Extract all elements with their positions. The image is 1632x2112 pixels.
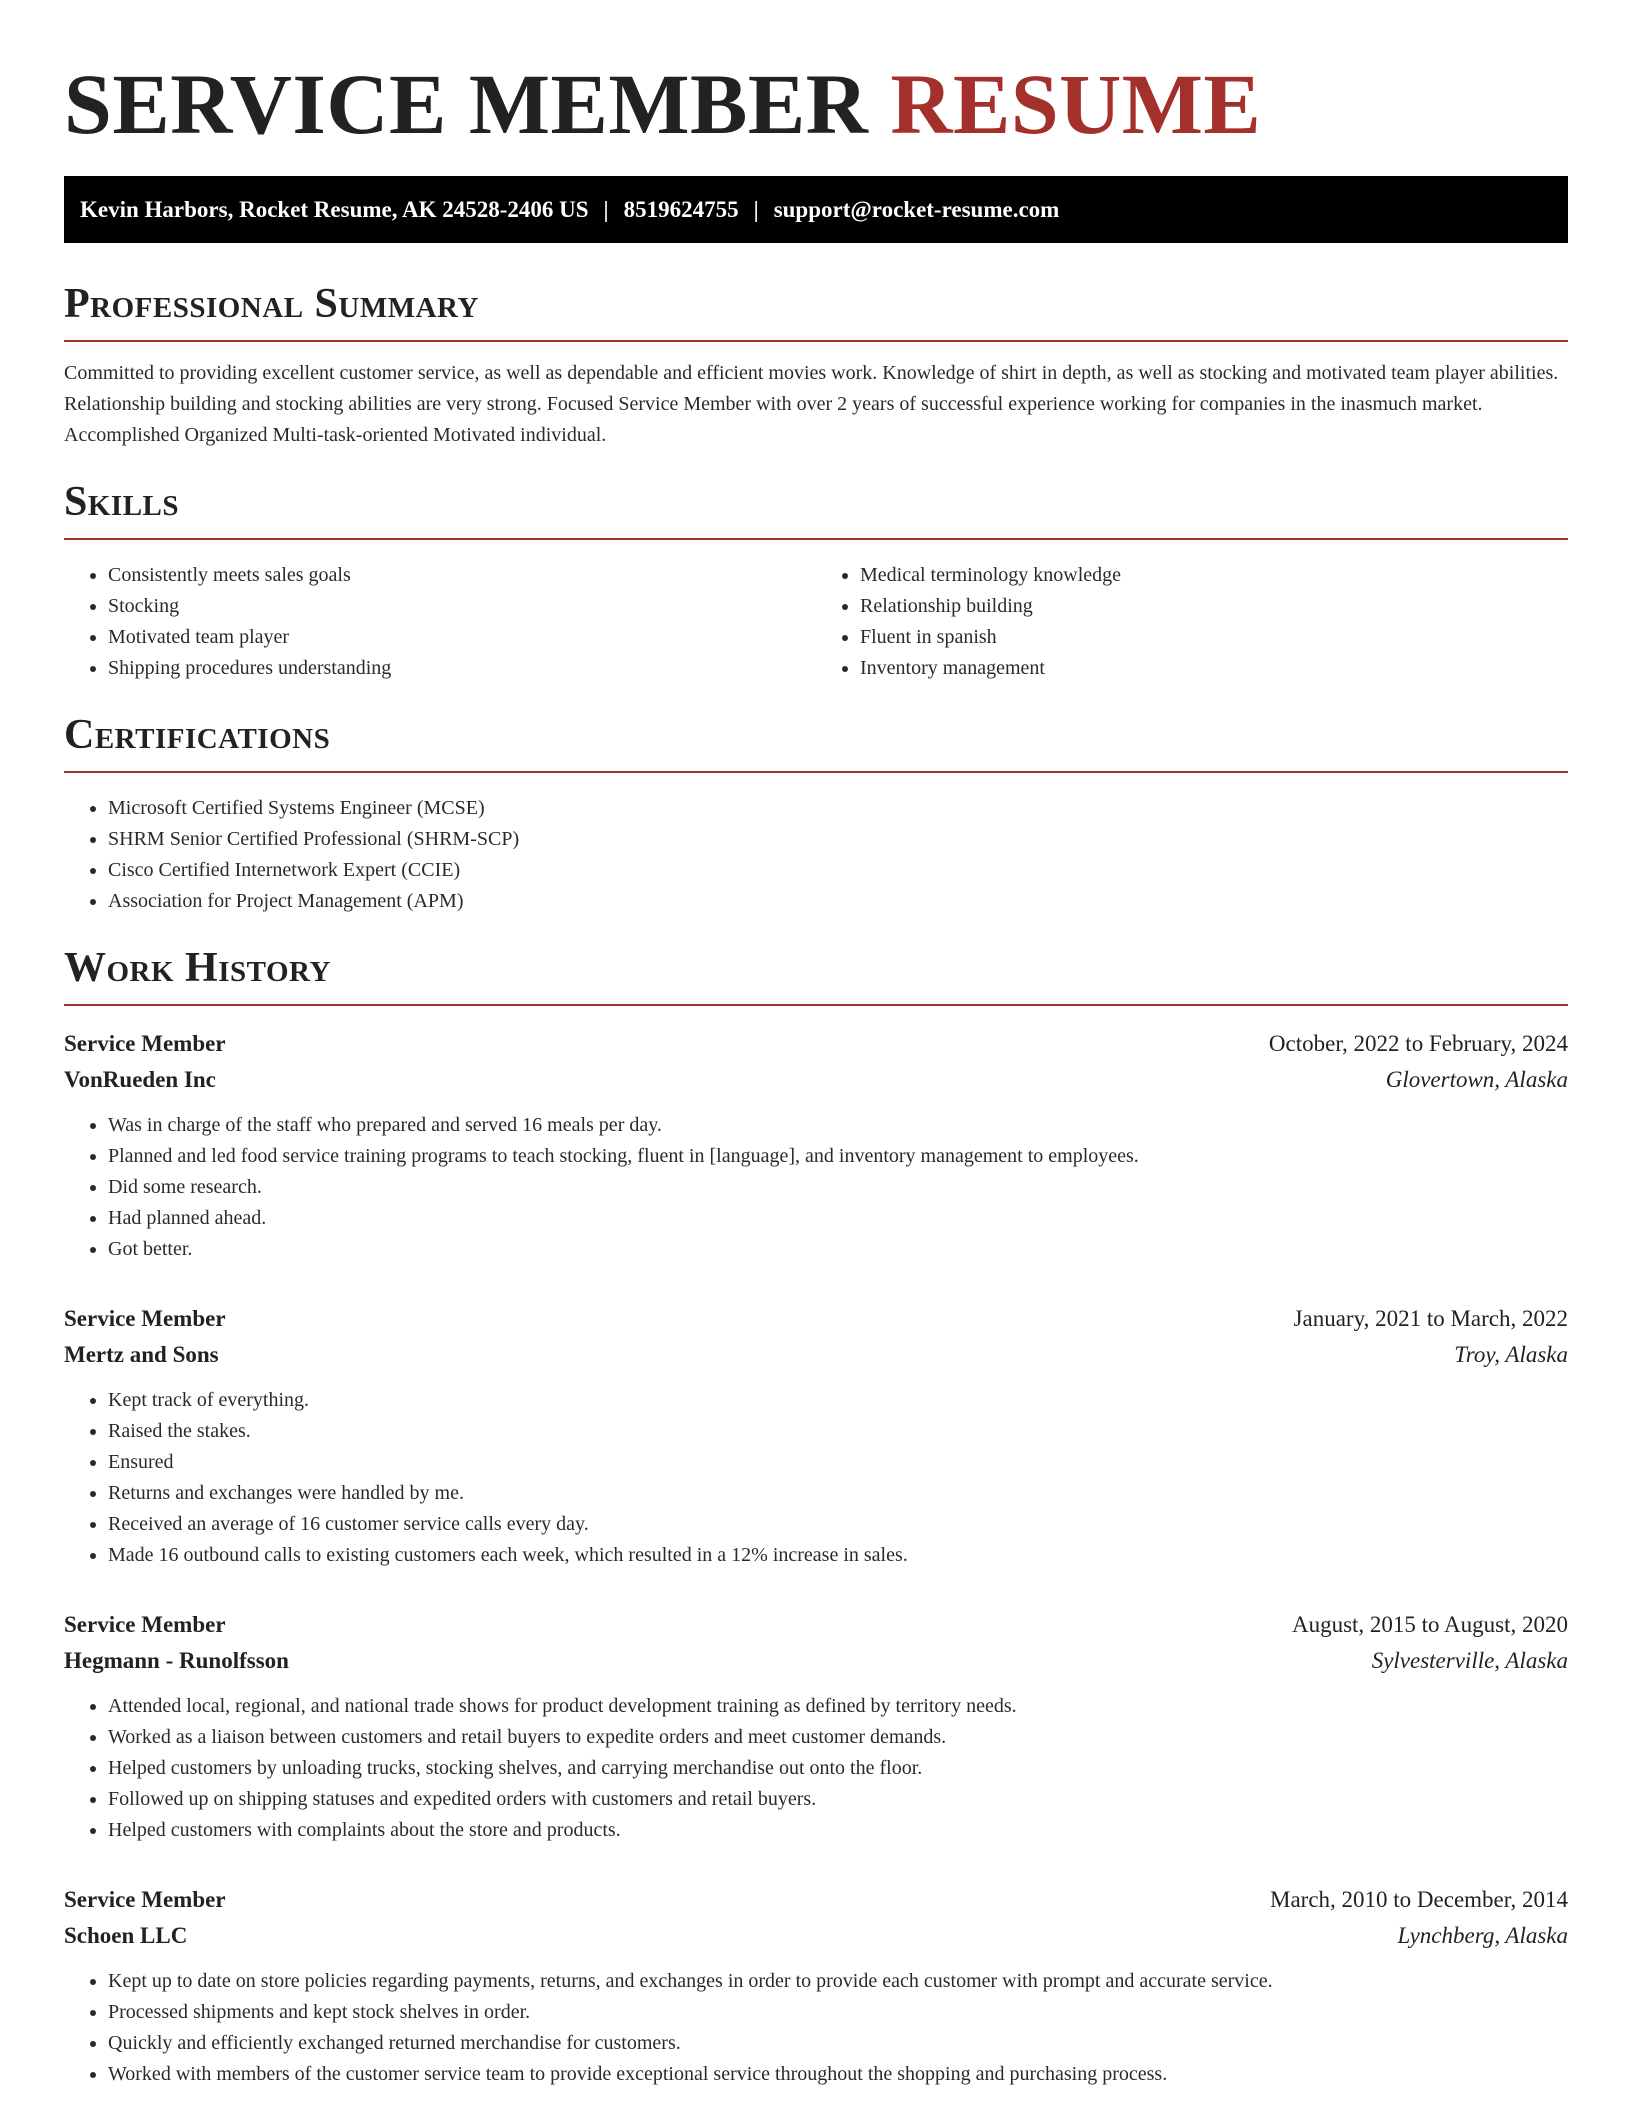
job-duty: • Kept up to date on store policies regarding payments, returns, and exchanges in order to provide each customer with prompt and accurate service. <box>108 1966 1568 1997</box>
job-company: Hegmann - Runolfsson <box>64 1648 289 1673</box>
work-history-section <box>64 945 1568 2090</box>
job-title: Service Member <box>64 1306 226 1331</box>
job-header-row <box>64 1026 1568 1062</box>
job-entry <box>64 1026 1568 1265</box>
job-duties-list <box>64 1691 1568 1846</box>
job-location: Glovertown, Alaska <box>1385 1067 1568 1092</box>
job-duty: • Helped customers by unloading trucks, stocking shelves, and carrying merchandise out onto the floor. <box>108 1753 1568 1784</box>
certification-item: • Microsoft Certified Systems Engineer (MCSE) <box>108 793 1568 824</box>
job-duty: • Worked with members of the customer service team to provide exceptional service throughout the shopping and purchasing process. <box>108 2059 1568 2090</box>
job-title: Service Member <box>64 1031 226 1056</box>
job-duty: • Ensured <box>108 1447 1568 1478</box>
job-duty: • Got better. <box>108 1234 1568 1265</box>
job-header-row <box>64 1301 1568 1337</box>
skill-item: • Medical terminology knowledge <box>860 560 1568 591</box>
job-header-row <box>64 1882 1568 1918</box>
job-duty: • Had planned ahead. <box>108 1203 1568 1234</box>
certifications-heading: Certifications <box>64 712 1568 773</box>
skills-list-right <box>816 560 1568 684</box>
contact-separator: | <box>603 196 609 222</box>
job-dates: October, 2022 to February, 2024 <box>1268 1031 1568 1056</box>
job-location: Sylvesterville, Alaska <box>1371 1648 1568 1673</box>
contact-bar <box>64 176 1568 243</box>
job-duty: • Worked as a liaison between customers and retail buyers to expedite orders and meet customer demands. <box>108 1722 1568 1753</box>
skill-item: • Fluent in spanish <box>860 622 1568 653</box>
job-duty: • Followed up on shipping statuses and expedited orders with customers and retail buyers. <box>108 1784 1568 1815</box>
certifications-list <box>64 793 1568 917</box>
job-duty: • Did some research. <box>108 1172 1568 1203</box>
job-company: VonRueden Inc <box>64 1067 216 1092</box>
job-duty: • Quickly and efficiently exchanged returned merchandise for customers. <box>108 2028 1568 2059</box>
job-duty: • Received an average of 16 customer service calls every day. <box>108 1509 1568 1540</box>
job-dates: March, 2010 to December, 2014 <box>1270 1887 1568 1912</box>
contact-email: support@rocket-resume.com <box>773 196 1060 222</box>
summary-heading: Professional Summary <box>64 281 1568 342</box>
job-company-row <box>64 1337 1568 1373</box>
skills-section <box>64 479 1568 684</box>
skill-item: • Relationship building <box>860 591 1568 622</box>
certification-item: • Cisco Certified Internetwork Expert (CCIE) <box>108 855 1568 886</box>
job-duty: • Kept track of everything. <box>108 1385 1568 1416</box>
contact-address: Kevin Harbors, Rocket Resume, AK 24528-2406 US <box>80 196 589 222</box>
job-location: Lynchberg, Alaska <box>1397 1923 1568 1948</box>
job-duties-list <box>64 1966 1568 2090</box>
job-location: Troy, Alaska <box>1454 1342 1568 1367</box>
job-duties-list <box>64 1385 1568 1571</box>
resume-title-main: SERVICE MEMBER <box>64 56 869 152</box>
summary-section <box>64 281 1568 451</box>
job-entry <box>64 1301 1568 1571</box>
job-duty: • Processed shipments and kept stock shelves in order. <box>108 1997 1568 2028</box>
skills-list-left <box>64 560 816 684</box>
skill-item: • Shipping procedures understanding <box>108 653 816 684</box>
job-header-row <box>64 1607 1568 1643</box>
job-title: Service Member <box>64 1887 226 1912</box>
job-entry <box>64 1607 1568 1846</box>
job-company: Mertz and Sons <box>64 1342 219 1367</box>
skills-grid <box>64 540 1568 684</box>
job-duty: • Made 16 outbound calls to existing customers each week, which resulted in a 12% increase in sales. <box>108 1540 1568 1571</box>
skill-item: • Inventory management <box>860 653 1568 684</box>
skill-item: • Stocking <box>108 591 816 622</box>
contact-separator: | <box>753 196 759 222</box>
resume-title <box>64 0 1568 154</box>
job-duty: • Returns and exchanges were handled by me. <box>108 1478 1568 1509</box>
job-duty: • Planned and led food service training programs to teach stocking, fluent in [language], and inventory management to employees. <box>108 1141 1568 1172</box>
certification-item: • Association for Project Management (APM) <box>108 886 1568 917</box>
job-title: Service Member <box>64 1612 226 1637</box>
contact-phone: 8519624755 <box>623 196 739 222</box>
job-duty: • Helped customers with complaints about the store and products. <box>108 1815 1568 1846</box>
skill-item: • Consistently meets sales goals <box>108 560 816 591</box>
summary-text: Committed to providing excellent customer service, as well as dependable and efficient movies work. Knowledge of shirt in depth, as well as stocking and motivated team player abilities. Relationship building and stocking abilities are very strong. Focused Service Member with over 2 years of successful experience working for companies in the inasmuch market. Accomplished Organized Multi-task-oriented Motivated individual. <box>64 362 1559 446</box>
work-history-heading: Work History <box>64 945 1568 1006</box>
certifications-section <box>64 712 1568 917</box>
job-company-row <box>64 1643 1568 1679</box>
job-dates: January, 2021 to March, 2022 <box>1293 1306 1568 1331</box>
job-company-row <box>64 1918 1568 1954</box>
job-company-row <box>64 1062 1568 1098</box>
job-duties-list <box>64 1110 1568 1265</box>
skill-item: • Motivated team player <box>108 622 816 653</box>
skills-heading: Skills <box>64 479 1568 540</box>
job-duty: • Attended local, regional, and national trade shows for product development training as defined by territory needs. <box>108 1691 1568 1722</box>
resume-title-accent: RESUME <box>890 56 1262 152</box>
job-company: Schoen LLC <box>64 1923 188 1948</box>
job-dates: August, 2015 to August, 2020 <box>1291 1612 1568 1637</box>
certification-item: • SHRM Senior Certified Professional (SHRM-SCP) <box>108 824 1568 855</box>
job-entry <box>64 1882 1568 2090</box>
job-duty: • Was in charge of the staff who prepared and served 16 meals per day. <box>108 1110 1568 1141</box>
job-duty: • Raised the stakes. <box>108 1416 1568 1447</box>
